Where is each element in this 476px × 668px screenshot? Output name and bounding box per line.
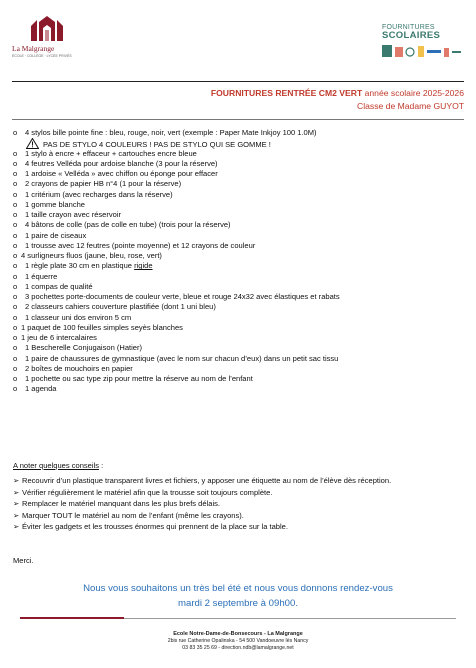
list-item: o 1 gomme blanche xyxy=(13,199,85,209)
page-header xyxy=(0,0,476,78)
list-item: o 1 agenda xyxy=(13,384,57,394)
tip-item: ➢ Remplacer le matériel manquant dans les plus brefs délais. xyxy=(13,499,220,509)
footer-school: Ecole Notre-Dame-de-Bonsecours - La Malgrange xyxy=(173,631,303,637)
arrow-icon: ➢ xyxy=(13,510,20,520)
underlined-word: rigide xyxy=(134,261,153,271)
list-item: o 2 classeurs cahiers couverture plastifiée (dont 1 uni bleu) xyxy=(13,302,216,312)
list-item: o 1 critérium (avec recharges dans la réserve) xyxy=(13,189,173,199)
footer-divider xyxy=(124,618,456,619)
tip-item: ➢ Marquer TOUT le matériel au nom de l’enfant (même les crayons). xyxy=(13,510,244,520)
list-item: o 4 feutres Velléda pour ardoise blanche (3 pour la réserve) xyxy=(13,158,218,168)
list-item: o 1 jeu de 6 intercalaires xyxy=(13,333,97,342)
list-item: o 1 taille crayon avec réservoir xyxy=(13,210,122,219)
list-item: o 1 règle plate 30 cm en plastique rigide xyxy=(13,261,153,271)
list-item: o 1 Bescherelle Conjugaison (Hatier) xyxy=(13,343,143,353)
closing-line2: mardi 2 septembre à 09h00. xyxy=(178,598,298,609)
tip-item: ➢ Recouvrir d’un plastique transparent livres et fichiers, y apposer une étiquette au nom de l’élève dès réception. xyxy=(13,476,392,486)
arrow-icon: ➢ xyxy=(13,499,20,509)
list-item: o 1 paire de ciseaux xyxy=(13,230,87,240)
list-item: o 1 paquet de 100 feuilles simples seyès blanches xyxy=(13,322,183,332)
logo-line2: SCOLAIRES xyxy=(382,30,441,41)
logo-line1: FOURNITURES xyxy=(382,24,435,31)
page-footer xyxy=(0,631,476,652)
list-item: o 2 boîtes de mouchoirs en papier xyxy=(13,363,133,373)
class-name: Classe de Madame GUYOT xyxy=(357,101,464,111)
list-item: o 1 paire de chaussures de gymnastique (avec le nom sur chacun d’eux) dans un petit sac tissu xyxy=(13,353,339,363)
title-main: FOURNITURES RENTRÉE CM2 VERT xyxy=(210,88,363,98)
title-divider xyxy=(12,119,464,120)
closing-message xyxy=(0,581,476,611)
footer-accent-line xyxy=(20,617,124,619)
la-malgrange-logo xyxy=(12,16,82,58)
logo-tagline: ÉCOLE · COLLÈGE · LYCÉE PRIVÉS xyxy=(12,54,72,58)
supply-list xyxy=(13,128,468,395)
warning-item: PAS DE STYLO 4 COULEURS ! PAS DE STYLO QUI SE GOMME ! xyxy=(13,138,468,148)
list-item: o 1 classeur uni dos environ 5 cm xyxy=(13,312,132,322)
list-item: o 1 ardoise « Velléda » avec chiffon ou éponge pour effacer xyxy=(13,169,218,178)
arrow-icon: ➢ xyxy=(13,476,20,486)
logo-name: La Malgrange xyxy=(12,44,55,53)
list-item: o 1 compas de qualité xyxy=(13,281,93,291)
list-item: o 4 stylos bille pointe fine : bleu, rouge, noir, vert (exemple : Paper Mate Inkjoy 100 1.0M) xyxy=(13,128,317,137)
footer-address: 2bis rue Catherine Opalinska - 54 500 Vandoeuvre lès Nancy xyxy=(167,638,309,644)
list-item: o 1 pochette ou sac type zip pour mettre la réserve au nom de l’enfant xyxy=(13,374,253,383)
closing-line1: Nous vous souhaitons un très bel été et nous vous donnons rendez-vous xyxy=(83,583,393,594)
list-item: o 3 pochettes porte-documents de couleur verte, bleue et rouge 24x32 avec élastiques et rabats xyxy=(13,292,340,301)
castle-icon xyxy=(28,16,66,42)
school-supplies-icon xyxy=(382,43,462,57)
arrow-icon: ➢ xyxy=(13,487,20,497)
merci-text: Merci. xyxy=(13,556,34,565)
page-title xyxy=(0,88,464,98)
tips-section xyxy=(13,460,463,532)
list-item: o 1 équerre xyxy=(13,271,58,281)
list-item: o 1 trousse avec 12 feutres (pointe moyenne) et 12 crayons de couleur xyxy=(13,240,256,250)
list-item: o 4 surligneurs fluos (jaune, bleu, rose, vert) xyxy=(13,251,162,260)
header-divider xyxy=(12,81,464,82)
title-year: année scolaire 2025-2026 xyxy=(364,88,464,98)
tips-heading: A noter quelques conseils : xyxy=(13,461,104,470)
fournitures-scolaires-logo xyxy=(382,24,462,57)
list-item: o 4 bâtons de colle (pas de colle en tube) (trois pour la réserve) xyxy=(13,220,231,230)
footer-contact: 03 83 35 25 69 - direction.ndb@lamalgrange.net xyxy=(182,645,294,651)
tip-item: ➢ Vérifier régulièrement le matériel afin que la trousse soit toujours complète. xyxy=(13,487,273,497)
list-item: o 2 crayons de papier HB n°4 (1 pour la réserve) xyxy=(13,179,182,189)
tip-item: ➢ Éviter les gadgets et les trousses énormes qui prennent de la place sur la table. xyxy=(13,522,288,532)
list-item: o 1 stylo à encre + effaceur + cartouches encre bleue xyxy=(13,148,197,158)
arrow-icon: ➢ xyxy=(13,522,20,532)
